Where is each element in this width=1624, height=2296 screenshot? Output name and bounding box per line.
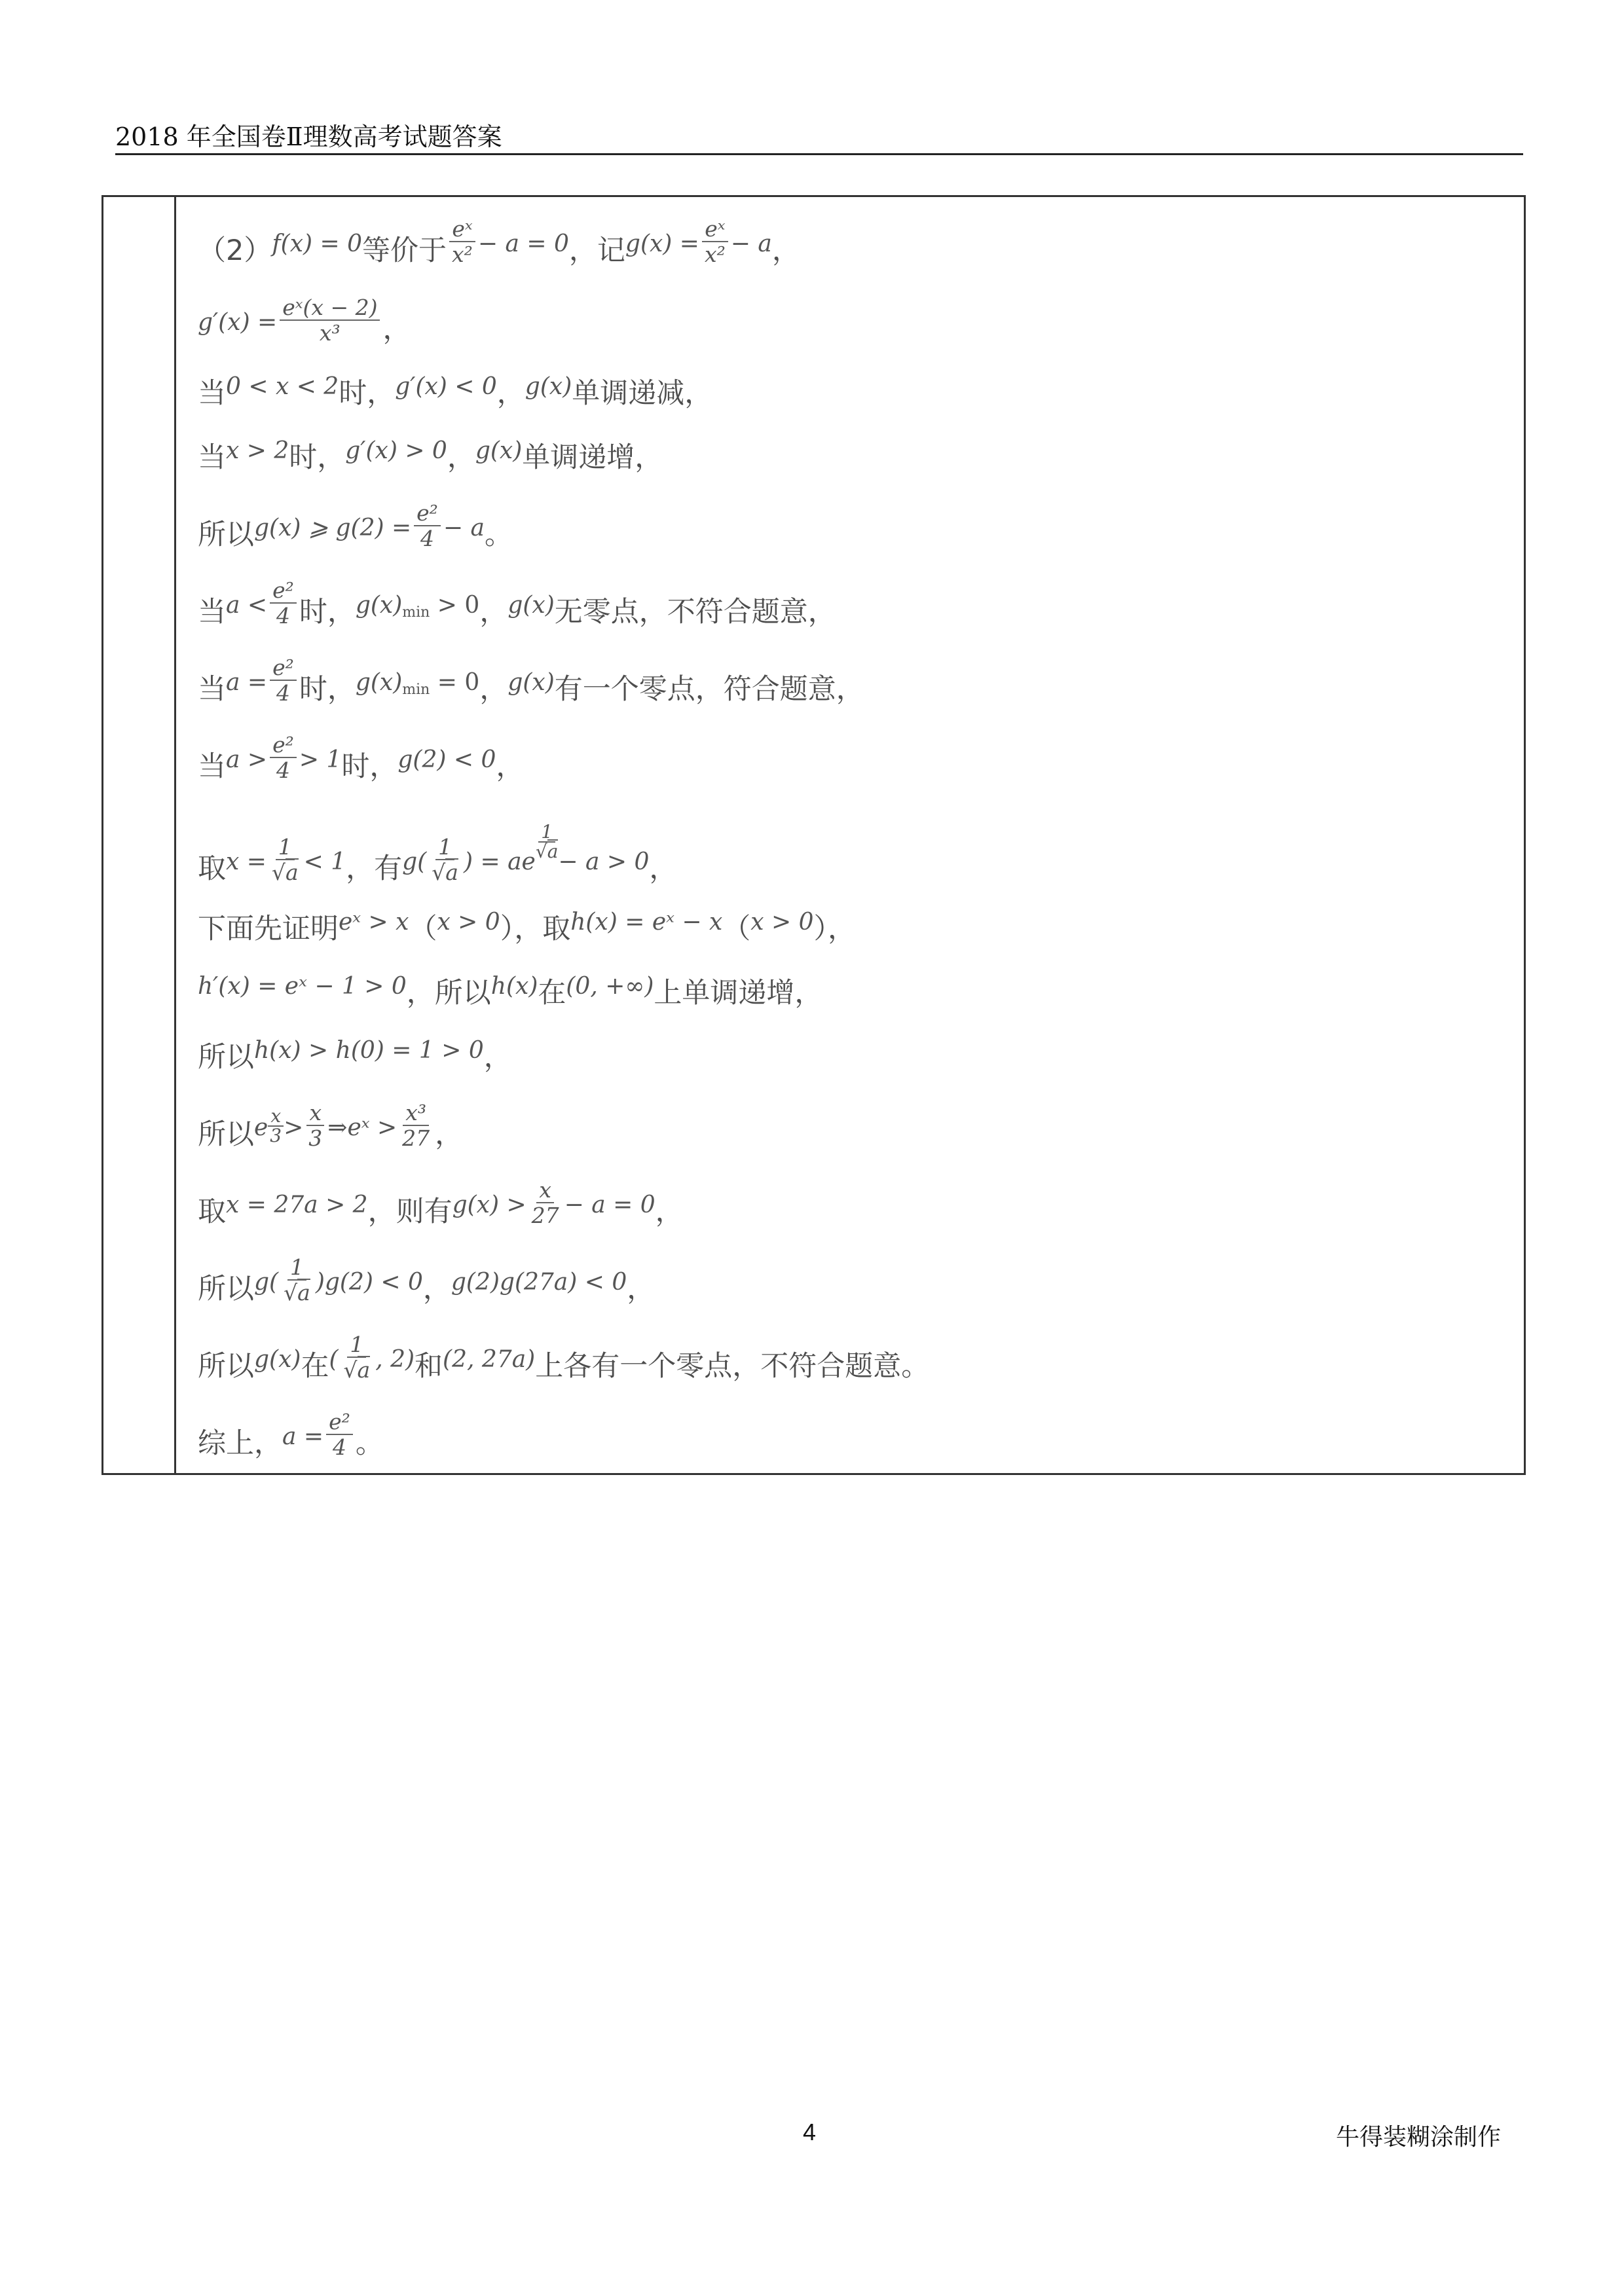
solution-line-8 xyxy=(198,717,1511,794)
numerator: eˣ xyxy=(702,218,728,242)
solution-line-11 xyxy=(198,957,1511,1021)
solution-text: ）， xyxy=(813,913,857,945)
question-number-column xyxy=(103,197,176,1473)
fraction xyxy=(306,1102,325,1149)
math-expression: a = xyxy=(226,669,268,696)
solution-text: ，则有 xyxy=(367,1195,452,1228)
math-expression: − a > 0 xyxy=(558,848,650,875)
solution-line-6 xyxy=(198,562,1511,640)
numerator: 1 xyxy=(347,1334,366,1358)
solution-text: （ xyxy=(722,913,751,945)
numerator: e² xyxy=(414,502,441,526)
solution-text: ， xyxy=(496,750,525,783)
solution-text: 取 xyxy=(198,1195,226,1228)
solution-text: 当 xyxy=(198,750,226,783)
solution-line-2 xyxy=(198,278,1511,357)
denominator xyxy=(281,1281,313,1303)
fraction xyxy=(270,734,297,781)
solution-line-5 xyxy=(198,485,1511,562)
numerator: eˣ xyxy=(449,218,475,242)
solution-text: 时， xyxy=(289,441,346,474)
denominator: x³ xyxy=(319,320,341,346)
denominator: x² xyxy=(704,242,726,267)
radicand: a xyxy=(445,860,458,885)
math-expression: g(x) xyxy=(355,592,403,619)
solution-line-4 xyxy=(198,421,1511,485)
solution-text: 在 xyxy=(538,977,566,1010)
fraction xyxy=(270,657,297,704)
math-expression: ) = ae xyxy=(463,848,536,875)
fraction xyxy=(399,1102,432,1149)
solution-text: 时， xyxy=(299,596,356,629)
math-expression: < 1 xyxy=(303,848,346,875)
solution-line-1 xyxy=(198,200,1511,278)
numerator: 1 xyxy=(287,1256,306,1281)
solution-line-9 xyxy=(198,794,1511,892)
math-expression: ⇒eˣ > xyxy=(327,1114,397,1141)
numerator: 1 xyxy=(276,836,295,860)
math-expression: a > xyxy=(226,746,268,773)
solution-line-10 xyxy=(198,892,1511,957)
denominator: 3 xyxy=(308,1125,323,1151)
solution-text: 有一个零点，符合题意， xyxy=(554,673,864,706)
radical-sign: √ xyxy=(432,860,446,885)
solution-text: 所以 xyxy=(198,1041,254,1074)
fraction xyxy=(529,1179,562,1226)
solution-text: 综上， xyxy=(198,1427,282,1460)
denominator: x² xyxy=(452,242,473,267)
math-expression: − a xyxy=(443,515,485,541)
solution-text: 所以 xyxy=(198,1118,254,1151)
math-expression: − a xyxy=(730,230,772,257)
math-expression: g(x) xyxy=(475,437,523,464)
math-expression: g(2) < 0 xyxy=(397,746,496,773)
math-expression: h(x) = eˣ − x xyxy=(570,909,723,936)
numerator: x xyxy=(536,1179,554,1203)
numerator: e² xyxy=(270,657,297,681)
math-expression: x > 2 xyxy=(226,437,289,464)
denominator: 4 xyxy=(276,603,290,629)
math-expression: h(x) > h(0) = 1 > 0 xyxy=(254,1037,484,1064)
solution-text: ， xyxy=(483,1041,512,1074)
math-expression: g′(x) > 0 xyxy=(345,437,447,464)
math-expression xyxy=(355,669,480,698)
denominator: 4 xyxy=(276,757,290,783)
numerator: 1 xyxy=(435,836,454,860)
solution-text: 和 xyxy=(415,1350,443,1383)
denominator xyxy=(429,860,461,883)
math-expression: 0 < x < 2 xyxy=(226,373,339,400)
solution-text: ， xyxy=(422,1273,451,1305)
solution-text: ， xyxy=(435,1118,464,1151)
radical-sign: √ xyxy=(271,860,286,885)
numerator: x³ xyxy=(403,1102,429,1126)
denominator xyxy=(269,860,301,883)
solution-text: ， xyxy=(655,1195,684,1228)
math-expression: g( xyxy=(254,1269,279,1296)
math-expression: g(x) xyxy=(525,373,572,400)
radicand: a xyxy=(285,860,299,885)
solution-text: 上单调递增， xyxy=(654,977,823,1010)
footer-credit: 牛得装糊涂制作 xyxy=(1336,2124,1502,2151)
math-expression: x = 27a > 2 xyxy=(226,1192,368,1218)
fraction xyxy=(429,836,461,883)
numerator: e² xyxy=(270,734,297,758)
fraction xyxy=(280,297,380,344)
fraction xyxy=(326,1411,353,1458)
solution-line-3 xyxy=(198,357,1511,421)
solution-text: ，有 xyxy=(346,852,403,885)
fraction xyxy=(269,836,301,883)
math-expression: g(x) xyxy=(254,1346,301,1373)
solution-text: 单调递减， xyxy=(572,377,713,410)
solution-table xyxy=(101,195,1526,1475)
solution-text: 无零点，不符合题意， xyxy=(554,596,836,629)
math-expression: g(x) > xyxy=(452,1192,526,1218)
solution-text: 当 xyxy=(198,441,226,474)
numerator: x xyxy=(306,1102,324,1126)
solution-text: 所以 xyxy=(198,1350,254,1383)
solution-text: ，记 xyxy=(568,234,625,267)
radical-sign: √ xyxy=(535,841,547,862)
math-expression: = 0 xyxy=(430,669,480,696)
math-expression: g(x) xyxy=(507,592,555,619)
math-expression: eˣ > x xyxy=(339,909,409,936)
solution-text: ， xyxy=(627,1273,655,1305)
denominator: 4 xyxy=(276,680,290,706)
solution-line-12 xyxy=(198,1021,1511,1085)
solution-text: （ xyxy=(409,913,437,945)
page-number: 4 xyxy=(803,2119,817,2145)
denominator: 27 xyxy=(531,1203,559,1228)
math-expression: f(x) = 0 xyxy=(272,230,363,257)
math-expression: ( xyxy=(329,1346,339,1373)
solution-text: 所以 xyxy=(198,1273,254,1305)
math-expression: > 1 xyxy=(299,746,342,773)
numerator: eˣ(x − 2) xyxy=(280,297,380,321)
header-divider xyxy=(115,153,1523,155)
math-expression: (0, +∞) xyxy=(566,973,654,1000)
math-expression: , 2) xyxy=(375,1346,415,1373)
math-expression: h′(x) = eˣ − 1 > 0 xyxy=(198,973,407,1000)
solution-line-16 xyxy=(198,1317,1511,1394)
math-expression: (2, 27a) xyxy=(443,1346,536,1373)
math-expression: > xyxy=(284,1114,304,1141)
math-expression: )g(2) < 0 xyxy=(315,1269,423,1296)
solution-text: 当 xyxy=(198,673,226,706)
math-expression: > 0 xyxy=(430,592,480,619)
solution-text: ， xyxy=(479,673,508,706)
solution-text: 在 xyxy=(301,1350,329,1383)
solution-text: ， xyxy=(447,441,475,474)
math-expression: g′(x) < 0 xyxy=(395,373,497,400)
math-expression: x = xyxy=(226,848,267,875)
solution-line-14 xyxy=(198,1162,1511,1239)
solution-text: 所以 xyxy=(198,519,254,551)
math-expression: g(2)g(27a) < 0 xyxy=(451,1269,627,1296)
exponent-fraction xyxy=(268,1107,284,1145)
denominator: 27 xyxy=(402,1125,430,1151)
solution-text: ），取 xyxy=(500,913,571,945)
document-title: 2018 年全国卷Ⅱ理数高考试题答案 xyxy=(115,122,502,151)
solution-line-17 xyxy=(198,1394,1511,1471)
fraction xyxy=(341,1334,373,1381)
fraction xyxy=(702,218,728,265)
solution-text: 时， xyxy=(339,377,396,410)
denominator xyxy=(341,1358,373,1381)
math-expression: x > 0 xyxy=(437,909,500,936)
fraction xyxy=(281,1256,313,1303)
math-expression: x > 0 xyxy=(750,909,814,936)
exponent-fraction xyxy=(536,823,559,861)
solution-text: ， xyxy=(479,596,508,629)
solution-text: ， xyxy=(771,234,800,267)
solution-text: 当 xyxy=(198,377,226,410)
radicand: a xyxy=(357,1357,371,1383)
solution-text: ， xyxy=(496,377,525,410)
solution-text: 上各有一个零点，不符合题意。 xyxy=(535,1350,930,1383)
solution-text: ， xyxy=(382,313,411,346)
math-expression: a < xyxy=(226,592,268,619)
numerator: e² xyxy=(270,579,297,604)
denominator xyxy=(536,843,559,861)
radicand: a xyxy=(297,1280,310,1305)
math-expression: g( xyxy=(402,848,427,875)
math-expression: a = xyxy=(282,1423,324,1450)
solution-text: 下面先证明 xyxy=(198,913,339,945)
solution-content xyxy=(198,200,1511,1471)
solution-text: 取 xyxy=(198,852,226,885)
solution-line-15 xyxy=(198,1239,1511,1317)
solution-text: ，所以 xyxy=(406,977,491,1010)
math-expression: − a = 0 xyxy=(564,1192,655,1218)
math-expression: h(x) xyxy=(490,973,538,1000)
denominator: 4 xyxy=(332,1434,346,1460)
radical-sign: √ xyxy=(343,1357,358,1383)
solution-text: 单调递增， xyxy=(522,441,663,474)
math-expression: e xyxy=(254,1114,268,1141)
numerator: e² xyxy=(326,1411,353,1435)
solution-text: 时， xyxy=(341,750,398,783)
subscript: min xyxy=(402,682,430,698)
denominator: 4 xyxy=(420,526,435,551)
radical-sign: √ xyxy=(284,1280,298,1305)
solution-text: ， xyxy=(649,852,678,885)
solution-text: 等价于 xyxy=(362,234,447,267)
fraction xyxy=(414,502,441,549)
fraction xyxy=(270,579,297,627)
solution-text: 。 xyxy=(355,1427,384,1460)
part-label: （2） xyxy=(198,234,272,267)
math-expression: − a = 0 xyxy=(477,230,569,257)
solution-text: 当 xyxy=(198,596,226,629)
solution-line-7 xyxy=(198,640,1511,717)
math-expression: g(x) = xyxy=(625,230,699,257)
denominator: 3 xyxy=(270,1125,282,1146)
page-header xyxy=(115,117,1523,155)
radicand: a xyxy=(547,841,559,862)
fraction xyxy=(449,218,475,265)
math-expression: g(x) xyxy=(355,669,403,696)
solution-line-13 xyxy=(198,1085,1511,1162)
solution-text: 时， xyxy=(299,673,356,706)
numerator: 1 xyxy=(538,823,555,843)
numerator: x xyxy=(268,1107,284,1127)
math-expression: g(x) xyxy=(507,669,555,696)
math-expression: g′(x) = xyxy=(198,309,278,336)
solution-text: 。 xyxy=(484,519,513,551)
subscript: min xyxy=(402,604,430,621)
math-expression xyxy=(355,592,480,621)
math-expression: g(x) ⩾ g(2) = xyxy=(254,515,412,541)
